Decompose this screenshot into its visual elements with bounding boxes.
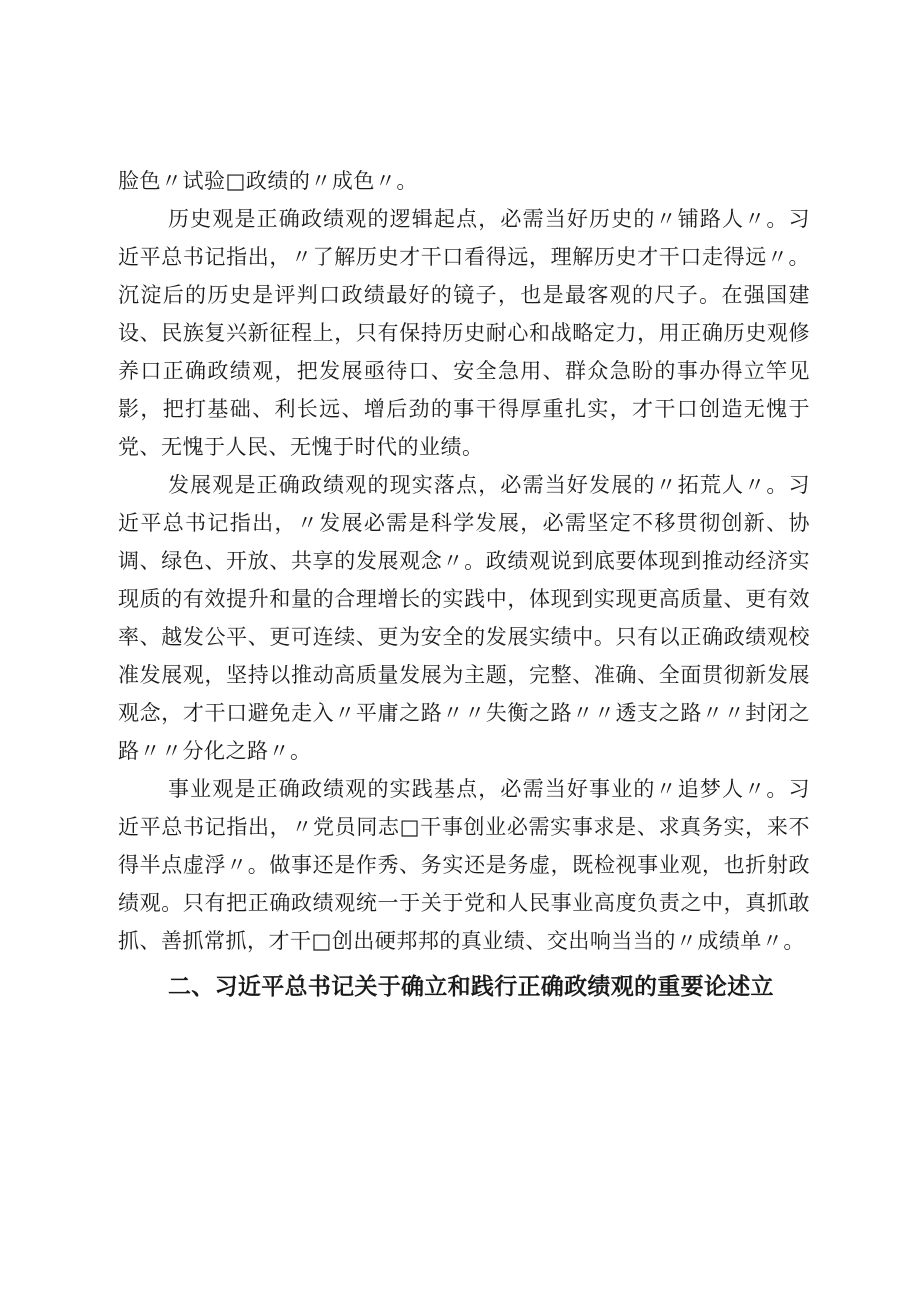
paragraph-career-view: 事业观是正确政绩观的实践基点，必需当好事业的〃追梦人〃。习近平总书记指出，〃党员同志□干事创业必需实事求是、求真务实，来不得半点虚浮〃。做事还是作秀、务实还是务虚，既检视事业观，也折射政绩观。只有把正确政绩观统一于关于党和人民事业高度负责之中，真抓敢抓、善抓常抓，才干□创出硬邦邦的真业绩、交出响当当的〃成绩单〃。 [118, 777, 810, 953]
paragraph-history-view: 历史观是正确政绩观的逻辑起点，必需当好历史的〃铺路人〃。习近平总书记指出，〃了解历史才干口看得远，理解历史才干口走得远〃。沉淀后的历史是评判口政绩最好的镜子，也是最客观的尺子。在强国建设、民族复兴新征程上，只有保持历史耐心和战略定力，用正确历史观修养口正确政绩观，把发展亟待口、安全急用、群众急盼的事办得立竿见影，把打基础、利长远、增后劲的事干得厚重扎实，才干口创造无愧于党、无愧于人民、无愧于时代的业绩。 [118, 207, 810, 459]
paragraph-development-view: 发展观是正确政绩观的现实落点，必需当好发展的〃拓荒人〃。习近平总书记指出，〃发展必需是科学发展，必需坚定不移贯彻创新、协调、绿色、开放、共享的发展观念〃。政绩观说到底要体现到推动经济实现质的有效提升和量的合理增长的实践中，体现到实现更高质量、更有效率、越发公平、更可连续、更为安全的发展实绩中。只有以正确政绩观校准发展观，坚持以推动高质量发展为主题，完整、准确、全面贯彻新发展观念，才干口避免走入〃平庸之路〃〃失衡之路〃〃透支之路〃〃封闭之路〃〃分化之路〃。 [118, 473, 810, 763]
section-heading: 二、习近平总书记关于确立和践行正确政绩观的重要论述立 [168, 974, 774, 1000]
paragraph-continuation: 脸色〃试验□政绩的〃成色〃。 [118, 169, 418, 193]
document-body [118, 162, 810, 1006]
